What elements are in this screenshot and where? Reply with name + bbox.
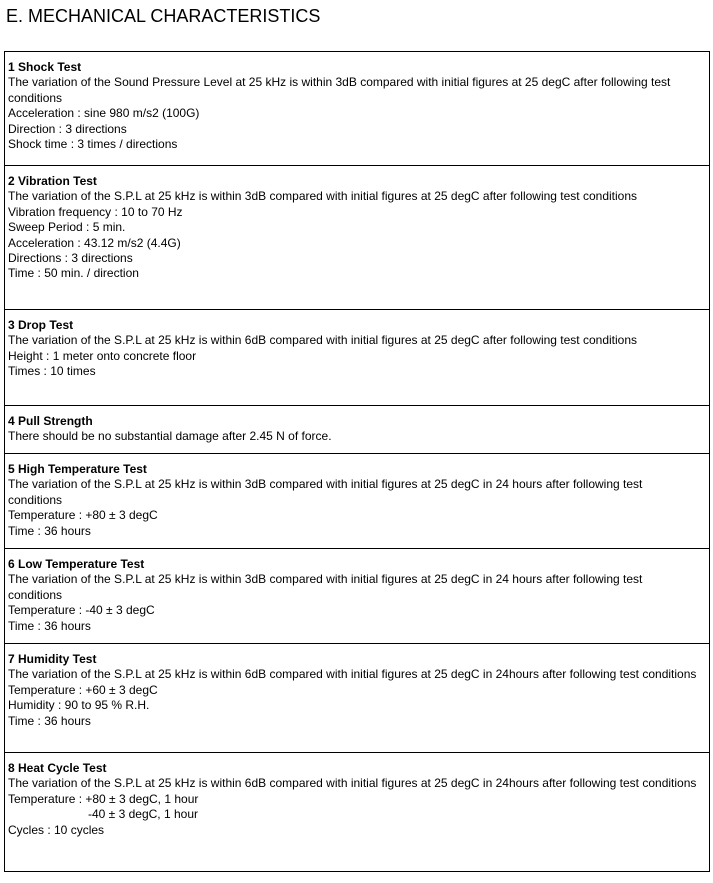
pull-strength-section: [5, 405, 709, 453]
condition-line: Direction : 3 directions: [8, 121, 127, 136]
section-description: The variation of the S.P.L at 25 kHz is within 3dB compared with initial figures at 25 degC in 24 hours after following test conditions: [8, 572, 643, 602]
condition-line: Height : 1 meter onto concrete floor: [8, 348, 197, 363]
section-description: The variation of the S.P.L at 25 kHz is within 6dB compared with initial figures at 25 degC after following test conditions: [8, 333, 638, 348]
section-description: The variation of the S.P.L at 25 kHz is within 3dB compared with initial figures at 25 degC after following test conditions: [8, 189, 638, 204]
condition-line: Time : 36 hours: [8, 523, 91, 538]
condition-line: Time : 50 min. / direction: [8, 266, 139, 281]
condition-line: Cycles : 10 cycles: [8, 822, 105, 837]
condition-line: Temperature : +80 ± 3 degC, 1 hour: [8, 791, 199, 806]
condition-line: -40 ± 3 degC, 1 hour: [88, 807, 198, 822]
section-heading: 6 Low Temperature Test: [8, 557, 145, 571]
condition-line: Temperature : +60 ± 3 degC: [8, 682, 158, 697]
section-description: There should be no substantial damage after 2.45 N of force.: [8, 429, 332, 444]
section-heading: 3 Drop Test: [8, 318, 74, 332]
drop-test-section: [5, 309, 709, 405]
section-description: The variation of the S.P.L at 25 kHz is within 6dB compared with initial figures at 25 degC in 24hours after following test conditions: [8, 776, 697, 791]
section-heading: 2 Vibration Test: [8, 174, 97, 188]
shock-test-section: [5, 52, 709, 165]
section-heading: 8 Heat Cycle Test: [8, 761, 107, 775]
condition-line: Shock time : 3 times / directions: [8, 137, 178, 152]
section-heading: 1 Shock Test: [8, 60, 82, 74]
condition-line: Directions : 3 directions: [8, 251, 133, 266]
condition-line: Acceleration : 43.12 m/s2 (4.4G): [8, 235, 181, 250]
high-temperature-test-section: [5, 453, 709, 548]
condition-line: Temperature : -40 ± 3 degC: [8, 603, 155, 618]
section-heading: 4 Pull Strength: [8, 414, 93, 428]
section-description: The variation of the S.P.L at 25 kHz is within 3dB compared with initial figures at 25 degC in 24 hours after following test conditions: [8, 477, 643, 507]
section-heading: 7 Humidity Test: [8, 652, 97, 666]
condition-line: Time : 36 hours: [8, 713, 91, 728]
mechanical-tests-table: [4, 51, 710, 872]
section-description: The variation of the S.P.L at 25 kHz is within 6dB compared with initial figures at 25 degC in 24hours after following test conditions: [8, 667, 697, 682]
humidity-test-section: [5, 643, 709, 752]
condition-line: Vibration frequency : 10 to 70 Hz: [8, 204, 183, 219]
condition-line: Times : 10 times: [8, 364, 96, 379]
low-temperature-test-section: [5, 548, 709, 643]
condition-line: Sweep Period : 5 min.: [8, 220, 126, 235]
condition-line: Time : 36 hours: [8, 618, 91, 633]
section-heading: 5 High Temperature Test: [8, 462, 147, 476]
section-description: The variation of the Sound Pressure Level at 25 kHz is within 3dB compared with initial figures at 25 degC after following test conditions: [8, 75, 671, 105]
condition-line: Acceleration : sine 980 m/s2 (100G): [8, 106, 200, 121]
vibration-test-section: [5, 165, 709, 309]
condition-line: Humidity : 90 to 95 % R.H.: [8, 698, 150, 713]
page-title: E. MECHANICAL CHARACTERISTICS: [6, 6, 321, 26]
condition-line: Temperature : +80 ± 3 degC: [8, 508, 158, 523]
heat-cycle-test-section: [5, 752, 709, 871]
